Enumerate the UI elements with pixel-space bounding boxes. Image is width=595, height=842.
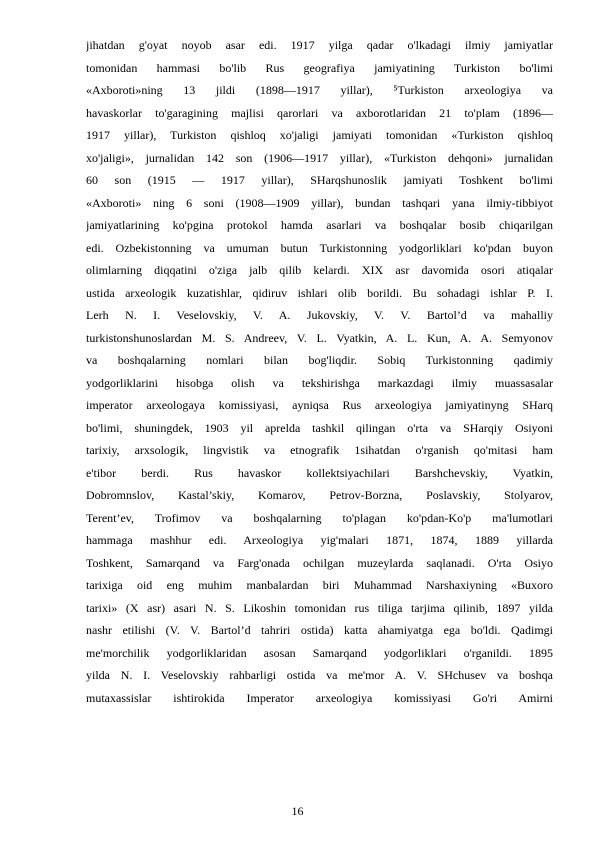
text-line: yilda N. I. Veselovskiy rahbarligi ostida va me'mor A. V. SHchusev va boshqa — [86, 668, 553, 682]
text-line: mutaxassislar ishtirokida Imperator arxeologiya komissiyasi Go'ri Amirni — [86, 690, 553, 705]
text-line: tarixiy, arxsologik, lingvistik va etnografik 1sihatdan o'rganish qo'mitasi ham — [86, 443, 553, 457]
text-line: Terent’ev, Trofimov va boshqalarning to'plagan ko'pdan-Ko'p ma'lumotlari — [86, 510, 553, 525]
body-text — [86, 34, 553, 709]
text-line: imperator arxeologaya komissiyasi, ayniqsa Rus arxeologiya jamiyatinyng SHarq — [86, 398, 553, 412]
text-line: me'morchilik yodgorliklaridan asosan Samarqand yodgorliklari o'rganildi. 1895 — [86, 645, 553, 660]
text-line: edi. Ozbekistonning va umuman butun Turkistonning yodgorliklari ko'pdan buyon — [86, 240, 553, 255]
text-line: e'tibor berdi. Rus havaskor kollektsiyachilari Barshchevskiy, Vyatkin, — [86, 465, 553, 480]
page-number: 16 — [291, 804, 304, 818]
text-line: 1917 yillar), Turkiston qishloq xo'jaligi jamiyati tomonidan «Turkiston qishloq — [86, 128, 553, 142]
text-line: jihatdan g'oyat noyob asar edi. 1917 yilga qadar o'lkadagi ilmiy jamiyatlar — [86, 38, 553, 52]
text-line: havaskorlar to'garagining majlisi qarorlari va axborotlaridan 21 to'plam (1896— — [86, 105, 553, 120]
text-line: nashr etilishi (V. V. Bartol’d tahriri ostida) katta ahamiyatga ega bo'ldi. Qadimgi — [86, 623, 553, 637]
text-line: tarixiga oid eng muhim manbalardan biri Muhammad Narshaxiyning «Buxoro — [86, 578, 553, 592]
text-line: tarixi» (X asr) asari N. S. Likoshin tomonidan rus tiliga tarjima qilinib, 1897 yilda — [86, 600, 553, 615]
text-line: Dobromnslov, Kastal’skiy, Komarov, Petrov-Borzna, Poslavskiy, Stolyarov, — [86, 488, 553, 502]
text-line: bo'limi, shuningdek, 1903 yil aprelda tashkil qilingan o'rta va SHarqiy Osiyoni — [86, 420, 553, 435]
text-line: turkistonshunoslardan M. S. Andreev, V. L. Vyatkin, A. L. Kun, A. A. Semyonov — [86, 330, 553, 345]
text-line: «Axboroti»ning 13 jildi (1898—1917 yillar), ⁵Turkiston arxeologiya va — [86, 83, 553, 97]
text-line: «Axboroti» ning 6 soni (1908—1909 yillar), bundan tashqari yana ilmiy-tibbiyot — [86, 195, 553, 210]
text-line: xo'jaligi», jurnalidan 142 son (1906—1917 yillar), «Turkiston dehqoni» jurnalidan — [86, 150, 553, 165]
text-line: jamiyatlarining ko'pgina protokol hamda asarlari va boshqalar bosib chiqarilgan — [86, 218, 553, 232]
text-line: yodgorliklarini hisobga olish va tekshirishga markazdagi ilmiy muassasalar — [86, 375, 553, 390]
text-line: olimlarning diqqatini o'ziga jalb qilib kelardi. XIX asr davomida osori atiqalar — [86, 263, 553, 277]
text-line: tomonidan hammasi bo'lib Rus geografiya jamiyatining Turkiston bo'limi — [86, 60, 553, 75]
text-line: Toshkent, Samarqand va Farg'onada ochilgan muzeylarda saqlanadi. O'rta Osiyo — [86, 555, 553, 570]
text-line: 60 son (1915 — 1917 yillar), SHarqshunoslik jamiyati Toshkent bo'limi — [86, 173, 553, 187]
text-line: ustida arxeologik kuzatishlar, qidiruv ishlari olib borildi. Bu sohadagi ishlar P. I. — [86, 285, 553, 300]
text-line: hammaga mashhur edi. Arxeologiya yig'malari 1871, 1874, 1889 yillarda — [86, 533, 553, 547]
text-line: Lerh N. I. Veselovskiy, V. A. Jukovskiy, V. V. Bartol’d va mahalliy — [86, 308, 553, 322]
text-line: va boshqalarning nomlari bilan bog'liqdir. Sobiq Turkistonning qadimiy — [86, 353, 553, 367]
